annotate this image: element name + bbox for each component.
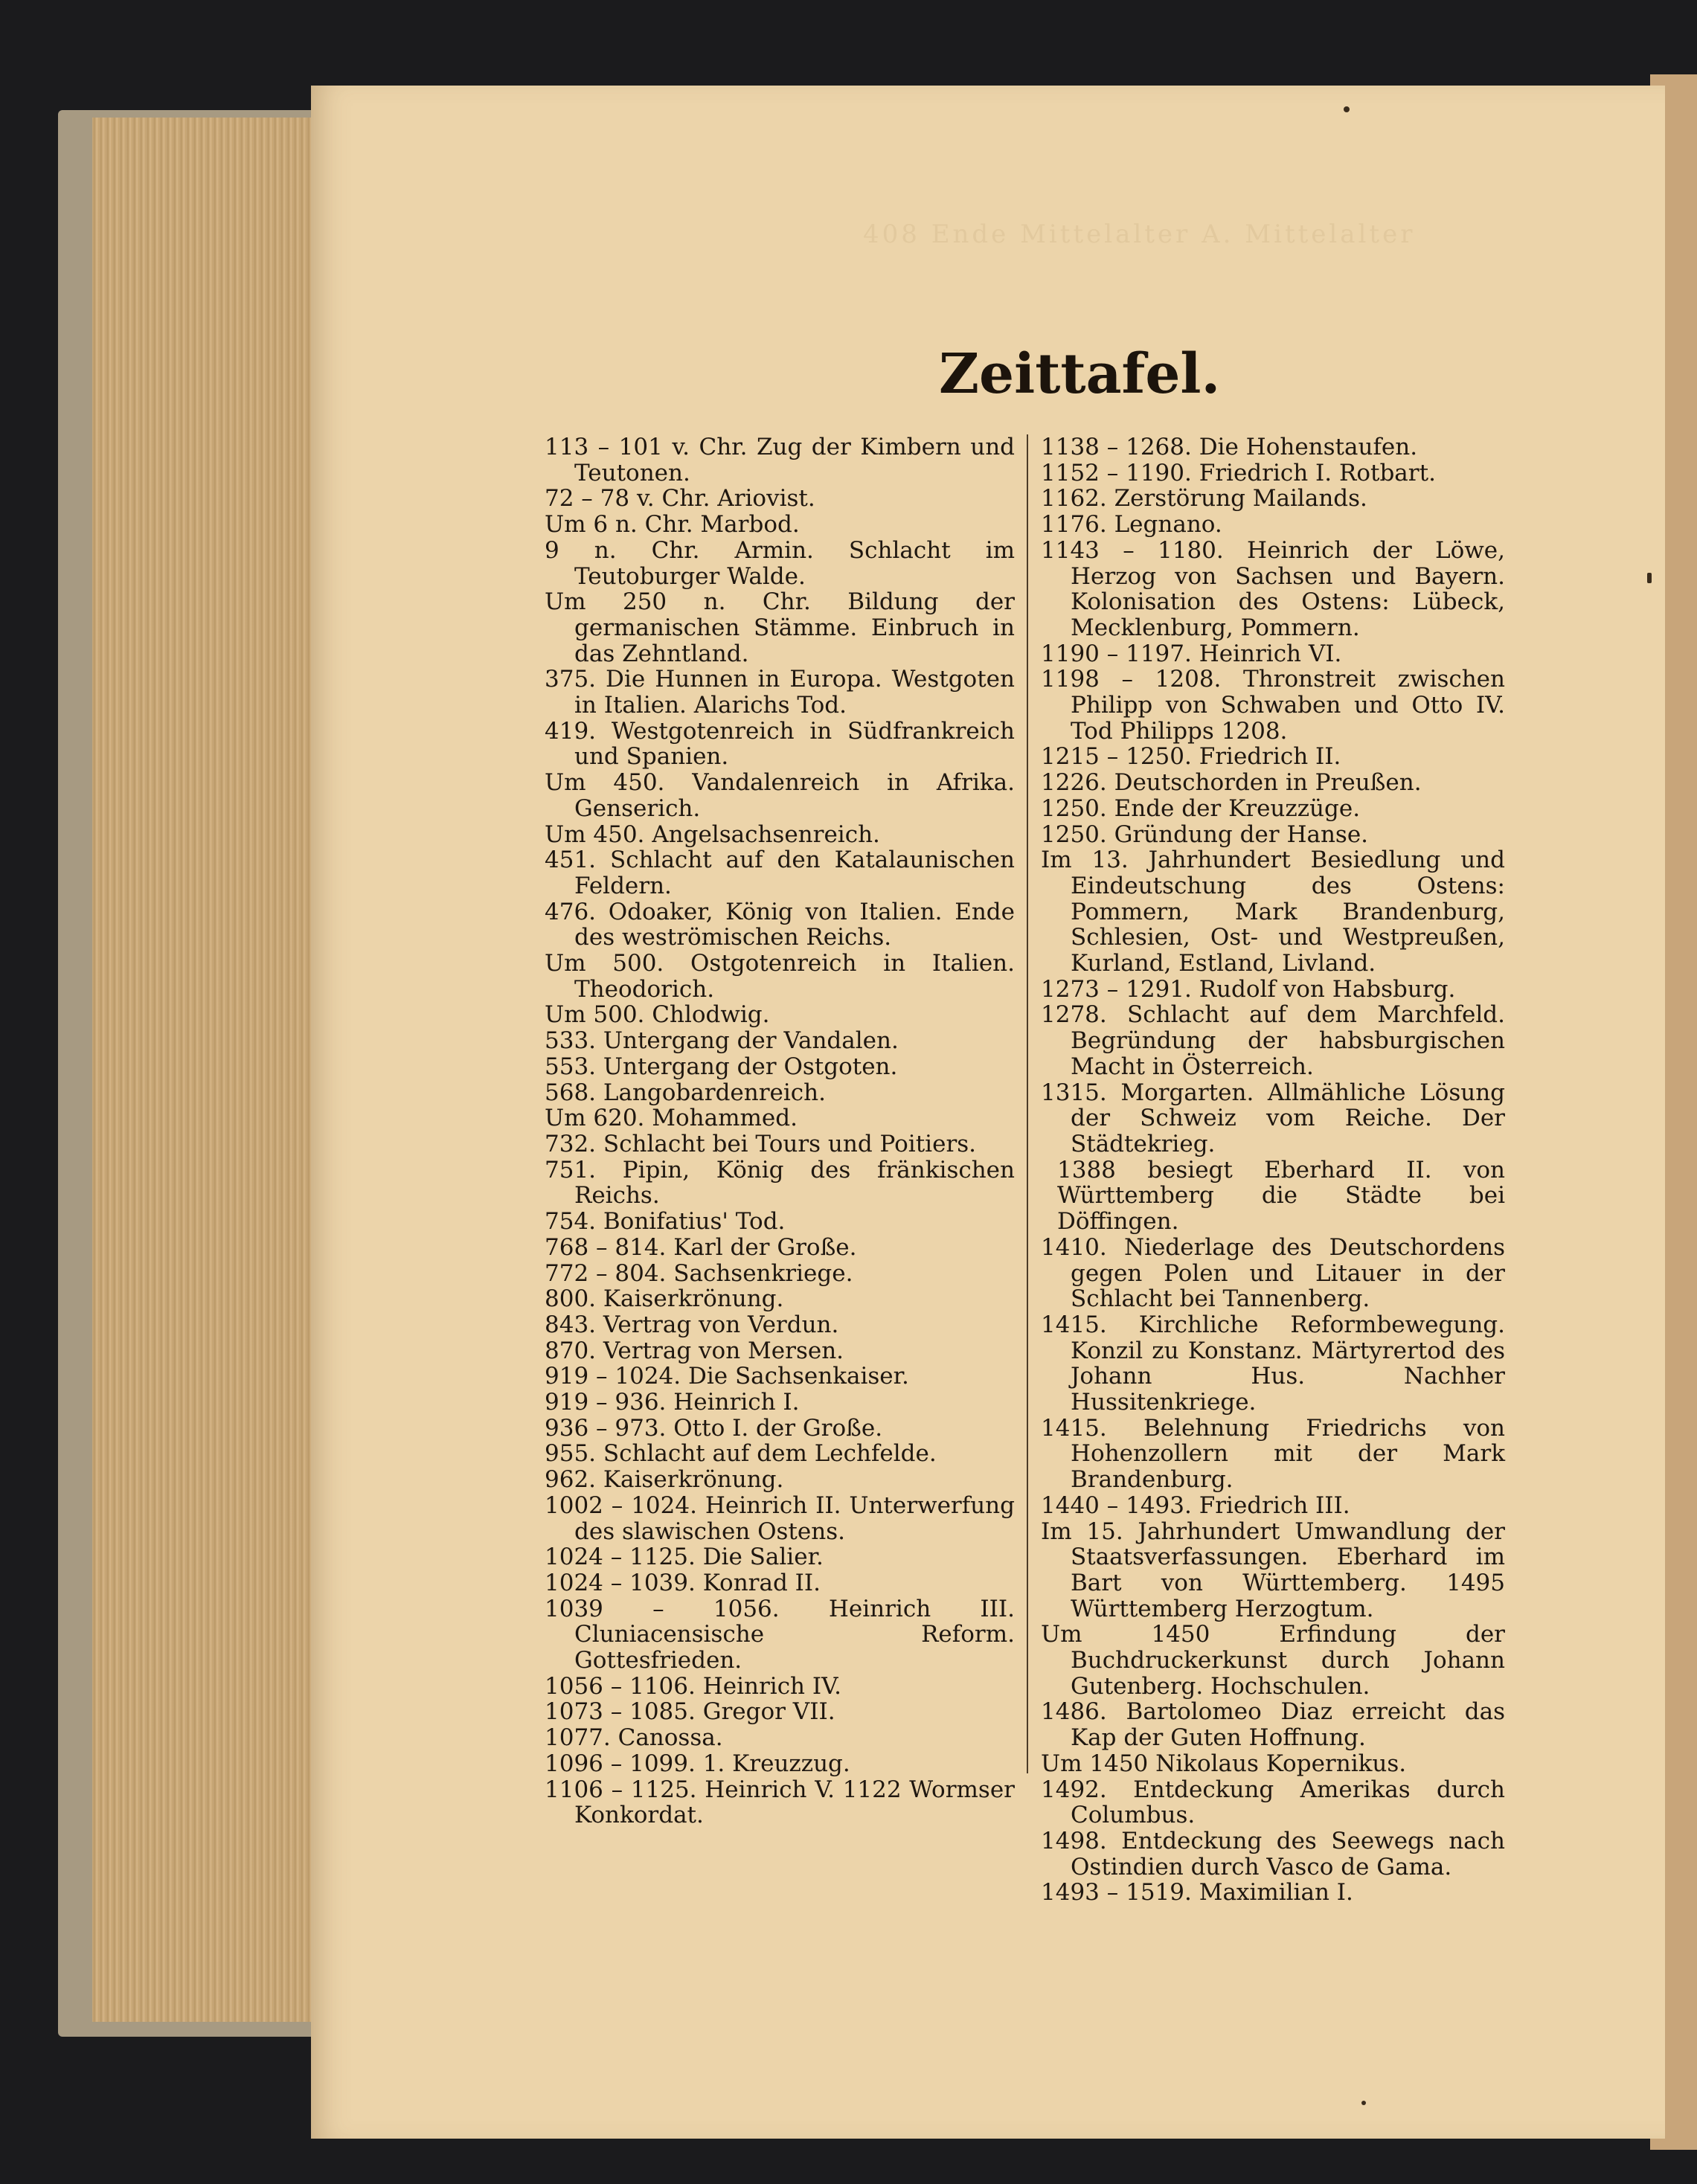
timeline-entry: 476. Odoaker, König von Italien. Ende des weströmischen Reichs. — [545, 898, 1015, 951]
timeline-entry: 1493 – 1519. Maximilian I. — [1041, 1879, 1353, 1907]
timeline-entry: 1415. Kirchliche Reformbewegung. Konzil zu Konstanz. Märtyrertod des Johann Hus. Nachher Hussitenkriege. — [1041, 1311, 1505, 1416]
timeline-entry: 375. Die Hunnen in Europa. Westgoten in Italien. Alarichs Tod. — [545, 666, 1015, 719]
left-column — [545, 434, 1015, 1828]
timeline-entry: 751. Pipin, König des fränkischen Reichs. — [545, 1156, 1015, 1210]
timeline-entry: 1250. Ende der Kreuzzüge. — [1041, 794, 1361, 822]
timeline-entry: Um 620. Mohammed. — [545, 1105, 798, 1132]
right-column — [1041, 434, 1505, 1906]
timeline-entry: 1198 – 1208. Thronstreit zwischen Philipp von Schwaben und Otto IV. Tod Philipps 1208. — [1041, 666, 1505, 745]
timeline-entry: 936 – 973. Otto I. der Große. — [545, 1414, 883, 1442]
timeline-entry: Um 500. Chlodwig. — [545, 1001, 770, 1029]
timeline-entry: 800. Kaiserkrönung. — [545, 1285, 784, 1313]
timeline-entry: Um 1450 Nikolaus Kopernikus. — [1041, 1750, 1407, 1777]
timeline-entry: 1492. Entdeckung Amerikas durch Columbus. — [1041, 1776, 1505, 1829]
timeline-entry: 843. Vertrag von Verdun. — [545, 1311, 839, 1338]
timeline-entry: 1138 – 1268. Die Hohenstaufen. — [1041, 434, 1418, 460]
timeline-entry: Im 13. Jahrhundert Besiedlung und Eindeutschung des Ostens: Pommern, Mark Brandenburg, Schlesien, Ost- und Westpreußen, Kurland, Estland, Livland. — [1041, 847, 1505, 977]
timeline-entry: 1415. Belehnung Friedrichs von Hohenzollern mit der Mark Brandenburg. — [1041, 1414, 1505, 1494]
timeline-entry: 1440 – 1493. Friedrich III. — [1041, 1491, 1350, 1519]
timeline-entry: 1410. Niederlage des Deutschordens gegen Polen und Litauer in der Schlacht bei Tannenberg. — [1041, 1233, 1505, 1313]
timeline-entry: 1002 – 1024. Heinrich II. Unterwerfung des slawischen Ostens. — [545, 1491, 1015, 1545]
timeline-entry: 1073 – 1085. Gregor VII. — [545, 1698, 835, 1726]
timeline-entry: 1315. Morgarten. Allmähliche Lösung der Schweiz vom Reiche. Der Städtekrieg. — [1041, 1079, 1505, 1157]
timeline-entry: Um 500. Ostgotenreich in Italien. Theodorich. — [545, 950, 1015, 1003]
timeline-entry: 1215 – 1250. Friedrich II. — [1041, 743, 1341, 771]
timeline-entry: 1250. Gründung der Hanse. — [1041, 820, 1369, 848]
timeline-entry: 1486. Bartolomeo Diaz erreicht das Kap der Guten Hoffnung. — [1041, 1698, 1505, 1752]
timeline-entry: 768 – 814. Karl der Große. — [545, 1233, 857, 1261]
timeline-entry: 870. Vertrag von Mersen. — [545, 1337, 844, 1364]
timeline-entry: 919 – 936. Heinrich I. — [545, 1389, 800, 1416]
timeline-entry: 533. Untergang der Vandalen. — [545, 1027, 899, 1055]
timeline-entry: Um 1450 Erfindung der Buchdruckerkunst durch Johann Gutenberg. Hochschulen. — [1041, 1621, 1505, 1700]
timeline-entry: 732. Schlacht bei Tours und Poitiers. — [545, 1130, 977, 1157]
timeline-entry: 72 – 78 v. Chr. Ariovist. — [545, 485, 815, 513]
timeline-entry: 1077. Canossa. — [545, 1724, 723, 1752]
timeline-entry: 772 – 804. Sachsenkriege. — [545, 1259, 853, 1287]
timeline-entry: Um 250 n. Chr. Bildung der germanischen Stämme. Einbruch in das Zehntland. — [545, 588, 1015, 667]
timeline-entry: 1388 besiegt Eberhard II. von Württemberg die Städte bei Döffingen. — [1057, 1156, 1505, 1236]
timeline-entry: 1162. Zerstörung Mailands. — [1041, 485, 1367, 513]
timeline-entry: 419. Westgotenreich in Südfrankreich und Spanien. — [545, 717, 1015, 771]
paper-speck — [1647, 573, 1652, 583]
timeline-entry: 113 – 101 v. Chr. Zug der Kimbern und Teutonen. — [545, 434, 1015, 486]
timeline-entry: 962. Kaiserkrönung. — [545, 1466, 784, 1494]
page-block-edge — [92, 118, 312, 2022]
timeline-entry: 9 n. Chr. Armin. Schlacht im Teutoburger Walde. — [545, 536, 1015, 590]
bleed-through-header: 408 Ende Mittelalter A. Mittelalter — [863, 219, 1416, 249]
timeline-entry: Im 15. Jahrhundert Umwandlung der Staatsverfassungen. Eberhard im Bart von Württemberg. 1495 Württemberg Herzogtum. — [1041, 1517, 1505, 1622]
timeline-entry: 553. Untergang der Ostgoten. — [545, 1053, 898, 1080]
timeline-entry: Um 6 n. Chr. Marbod. — [545, 511, 800, 539]
timeline-entry: 1498. Entdeckung des Seewegs nach Ostindien durch Vasco de Gama. — [1041, 1827, 1505, 1881]
timeline-entry: 1176. Legnano. — [1041, 511, 1222, 539]
column-divider — [1027, 434, 1028, 1773]
timeline-entry: 1106 – 1125. Heinrich V. 1122 Wormser Konkordat. — [545, 1776, 1015, 1829]
timeline-entry: 1143 – 1180. Heinrich der Löwe, Herzog von Sachsen und Bayern. Kolonisation des Ostens: Lübeck, Mecklenburg, Pommern. — [1041, 536, 1505, 641]
timeline-entry: 1226. Deutschorden in Preußen. — [1041, 769, 1422, 797]
timeline-entry: 919 – 1024. Die Sachsenkaiser. — [545, 1363, 909, 1390]
timeline-entry: 1056 – 1106. Heinrich IV. — [545, 1672, 841, 1700]
timeline-entry: 754. Bonifatius' Tod. — [545, 1208, 786, 1236]
timeline-entry: 1273 – 1291. Rudolf von Habsburg. — [1041, 975, 1456, 1003]
timeline-entry: 1039 – 1056. Heinrich III. Cluniacensische Reform. Gottesfrieden. — [545, 1595, 1015, 1674]
timeline-entry: 1190 – 1197. Heinrich VI. — [1041, 640, 1342, 667]
timeline-entry: 1152 – 1190. Friedrich I. Rotbart. — [1041, 459, 1436, 486]
timeline-entry: 955. Schlacht auf dem Lechfelde. — [545, 1440, 937, 1468]
paper-speck — [1361, 2101, 1366, 2105]
page-title: Zeittafel. — [939, 342, 1221, 406]
timeline-entry: 568. Langobardenreich. — [545, 1079, 826, 1106]
timeline-entry: 1024 – 1125. Die Salier. — [545, 1544, 824, 1571]
timeline-entry: Um 450. Angelsachsenreich. — [545, 820, 880, 848]
timeline-entry: 1278. Schlacht auf dem Marchfeld. Begründung der habsburgischen Macht in Österreich. — [1041, 1001, 1505, 1080]
timeline-entry: 1024 – 1039. Konrad II. — [545, 1569, 821, 1596]
timeline-entry: 1096 – 1099. 1. Kreuzzug. — [545, 1750, 850, 1777]
paper-speck — [1344, 106, 1350, 112]
timeline-entry: 451. Schlacht auf den Katalaunischen Feldern. — [545, 847, 1015, 899]
timeline-entry: Um 450. Vandalenreich in Afrika. Genserich. — [545, 769, 1015, 822]
